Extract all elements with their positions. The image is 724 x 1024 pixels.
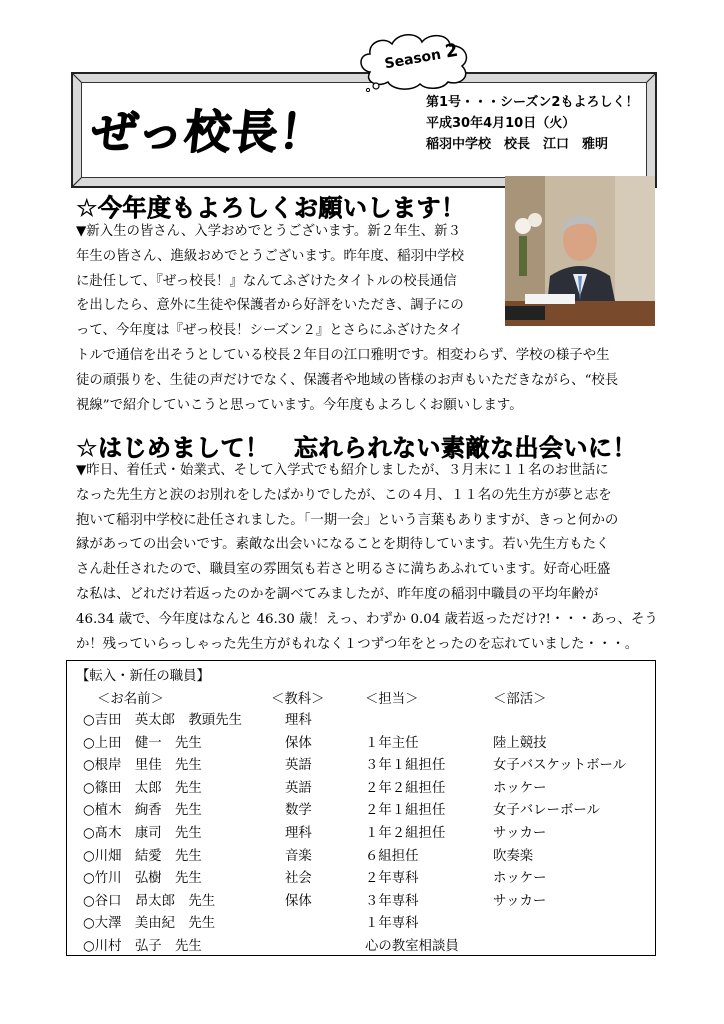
staff-cell-role: ２年１組担任 [365,803,446,819]
section2-line: 縁があっての出会いです。素敵な出会いになることを期待しています。若い先生方もたく [76,537,610,553]
staff-cell-subject: 英語 [285,780,312,796]
section1-heading: ☆今年度もよろしくお願いします！ [76,194,466,222]
section2-line: 46.34 歳で、今年度はなんと 46.30 歳！えっ、わずか 0.04 歳若返っただけ?!・・・あっ、そう [76,611,658,627]
section2-line: 抱いて稲羽中学校に赴任されました。「一期一会」という言葉もありますが、きっと何かの [76,512,619,528]
season-number: 2 [443,39,460,63]
staff-cell-name: ○篠田 太郎 先生 [83,780,202,796]
staff-cell-name: ○谷口 昂太郎 先生 [83,893,216,909]
staff-cell-club: サッカー [493,893,547,909]
staff-cell-name: ○植木 絢香 先生 [83,803,202,819]
staff-cell-name: ○吉田 英太郎 教頭先生 [83,713,242,728]
staff-cell-name: ○大澤 美由紀 先生 [83,916,216,932]
staff-cell-role: 心の教室相談員 [365,939,459,954]
section2-line: な私は、どれだけ若返ったのかを調べてみましたが、昨年度の稲羽中職員の平均年齢が [76,586,599,602]
staff-cell-role: ２年専科 [365,871,419,887]
staff-cell-club: 陸上競技 [493,735,547,751]
section2-body [76,459,658,657]
section1-line: 視線”で紹介していこうと思っています。今年度もよろしくお願いします。 [76,397,523,413]
staff-cell-subject: 保体 [285,893,312,909]
date-line: 平成30年4月10日（火） [426,116,576,131]
section2-line: ▼昨日、着任式・始業式、そして入学式でも紹介しましたが、３月末に１１名のお世話に [76,463,609,478]
staff-cell-club: 吹奏楽 [493,848,534,864]
header-subject: ＜教科＞ [271,692,325,707]
staff-cell-role: ６組担任 [365,848,419,864]
issue-line: 第1号・・・シーズン2もよろしく！ [426,95,639,110]
section2-line: か！残っていらっしゃった先生方がもれなく１つずつ年をとったのを忘れていました・・・。 [76,636,639,652]
section1-line: を出したら、意外に生徒や保護者から好評をいただき、調子にの [76,298,464,314]
staff-cell-name: ○竹川 弘樹 先生 [83,871,202,887]
staff-cell-name: ○川畑 結愛 先生 [83,848,202,864]
staff-cell-role: ３年専科 [365,893,419,909]
staff-cell-club: 女子バレーボール [493,803,600,819]
section1-line: って、今年度は『ぜっ校長！シーズン２』とさらにふざけたタイ [76,323,463,339]
section1-line: ▼新入生の皆さん、入学おめでとうございます。新２年生、新３ [76,224,461,239]
staff-cell-club: ホッケー [493,780,547,796]
staff-cell-role: １年専科 [365,916,419,932]
staff-cell-role: ２年２組担任 [365,780,446,796]
staff-cell-subject: 社会 [285,871,312,887]
staff-cell-subject: 保体 [285,735,312,751]
header-club: ＜部活＞ [493,692,547,707]
newsletter-title: ぜっ校長！ [88,105,329,159]
staff-cell-name: ○髙木 康司 先生 [83,826,202,841]
section2-line: なった先生方と涙のお別れをしたばかりでしたが、この４月、１１名の先生方が夢と志を [76,487,612,503]
staff-box-title: 【転入・新任の職員】 [76,669,210,684]
header-role: ＜担当＞ [365,692,419,707]
staff-cell-club: 女子バスケットボール [493,758,626,774]
staff-list-box [66,660,656,956]
section2-heading: ☆はじめまして！ 忘れられない素敵な出会いに！ [76,434,638,462]
staff-cell-subject: 理科 [285,826,312,841]
staff-cell-subject: 英語 [285,758,312,774]
header-name: ＜お名前＞ [97,692,164,707]
staff-cell-subject: 数学 [285,803,312,819]
staff-cell-name: ○根岸 里佳 先生 [83,758,202,774]
section2-line: さん赴任されたので、職員室の雰囲気も若さと明るさに満ちあふれています。好奇心旺盛 [76,562,611,578]
section1-line: トルで通信を出そうとしている校長２年目の江口雅明です。相変わらず、学校の様子や生 [76,347,610,363]
staff-cell-role: １年２組担任 [365,826,446,841]
staff-cell-role: １年主任 [365,735,419,751]
staff-cell-club: サッカー [493,826,547,841]
staff-cell-subject: 音楽 [285,848,312,864]
author-line: 稲羽中学校 校長 江口 雅明 [426,137,609,152]
staff-cell-name: ○上田 健一 先生 [83,735,202,751]
staff-cell-role: ３年１組担任 [365,758,446,774]
staff-cell-name: ○川村 弘子 先生 [83,939,202,954]
section1-body [76,220,618,418]
staff-cell-subject: 理科 [285,713,312,728]
section1-line: 年生の皆さん、進級おめでとうございます。昨年度、稲羽中学校 [76,248,465,264]
season-text: Season [383,46,443,73]
section1-line: 徒の頑張りを、生徒の声だけでなく、保護者や地域の皆様のお声もいただきながら、“校長 [76,372,619,388]
section1-line: に赴任して、『ぜっ校長！』なんてふざけたタイトルの校長通信 [76,273,457,289]
staff-cell-club: ホッケー [493,871,547,887]
